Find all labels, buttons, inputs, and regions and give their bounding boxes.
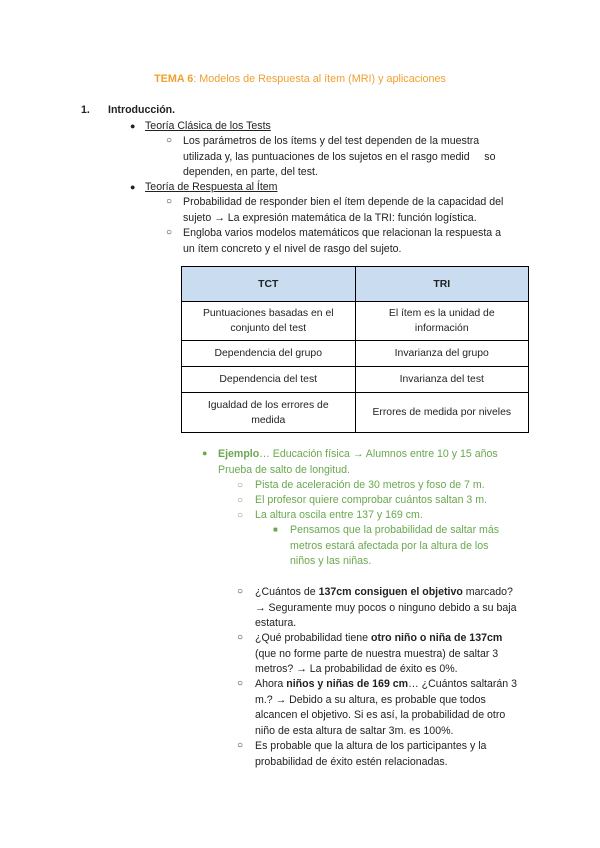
example-sub-1: Pista de aceleración de 30 metros y foso de 7 m. — [255, 479, 485, 491]
tri-paragraph-1: Probabilidad de responder bien el ítem depende de la capacidad del sujeto → La expresión matemática de la TRI: función logística. — [183, 196, 504, 224]
tri-paragraph-2: Engloba varios modelos matemáticos que relacionan la respuesta a un ítem concreto y el nivel de rasgo del sujeto. — [183, 227, 501, 255]
section-heading: Introducción. — [108, 104, 176, 116]
table-header-row — [182, 267, 529, 302]
title-topic-number: TEMA 6 — [154, 73, 194, 85]
table-row — [182, 393, 529, 433]
table-cell: Dependencia del grupo — [182, 341, 356, 367]
circle-bullet: ○ — [237, 510, 244, 521]
section-number: 1. — [81, 104, 90, 116]
question-2: ¿Qué probabilidad tiene otro niño o niña de 137cm (que no forme parte de nuestra muestra) de saltar 3 metros? → La probabilidad de éxito es 0%. — [255, 632, 503, 675]
table-row — [182, 341, 529, 367]
circle-bullet: ○ — [237, 632, 244, 643]
square-bullet: ■ — [273, 525, 278, 534]
table-row — [182, 367, 529, 393]
title-topic-name: : Modelos de Respuesta al ítem (MRI) y aplicaciones — [193, 73, 446, 85]
table-cell: Dependencia del test — [182, 367, 356, 393]
circle-bullet: ○ — [166, 135, 173, 146]
question-4: Es probable que la altura de los participantes y la probabilidad de éxito estén relacionadas. — [255, 740, 487, 768]
example-label: Ejemplo — [218, 448, 260, 460]
example-sub-3: La altura oscila entre 137 y 169 cm. — [255, 509, 423, 521]
circle-bullet: ○ — [166, 227, 173, 238]
circle-bullet: ○ — [237, 586, 244, 597]
circle-bullet: ○ — [237, 740, 244, 751]
table-row — [182, 302, 529, 341]
table-cell: El ítem es la unidad de información — [355, 302, 529, 341]
example-sub-2: El profesor quiere comprobar cuántos saltan 3 m. — [255, 494, 488, 506]
circle-bullet: ○ — [237, 480, 244, 491]
example-sub-sub: Pensamos que la probabilidad de saltar más metros estará afectada por la altura de los niños y las niñas. — [290, 524, 500, 567]
circle-bullet: ○ — [166, 196, 173, 207]
page-title — [0, 73, 600, 85]
example-paragraph: Ejemplo… Educación física → Alumnos entre 10 y 15 años Prueba de salto de longitud. — [218, 448, 498, 476]
table-cell: Igualdad de los errores de medida — [182, 393, 356, 433]
circle-bullet: ○ — [237, 495, 244, 506]
comparison-table — [181, 266, 529, 433]
bullet-dot: ● — [130, 182, 136, 192]
table-header-tri: TRI — [355, 267, 529, 302]
tct-paragraph: Los parámetros de los ítems y del test dependen de la muestra utilizada y, las puntuaciones de los sujetos en el rasgo medid so dependen, en parte, del test. — [183, 135, 496, 178]
table-cell: Invarianza del test — [355, 367, 529, 393]
table-cell: Puntuaciones basadas en el conjunto del test — [182, 302, 356, 341]
tct-heading: Teoría Clásica de los Tests — [145, 120, 271, 132]
bullet-dot: ● — [130, 121, 136, 131]
circle-bullet: ○ — [237, 678, 244, 689]
tri-heading: Teoría de Respuesta al Ítem — [145, 181, 278, 193]
table-cell: Errores de medida por niveles — [355, 393, 529, 433]
question-1: ¿Cuántos de 137cm consiguen el objetivo marcado? → Seguramente muy pocos o ninguno debido a su baja estatura. — [255, 586, 517, 629]
question-3: Ahora niños y niñas de 169 cm… ¿Cuántos saltarán 3 m.? → Debido a su altura, es probable que todos alcancen el objetivo. Si es así, la probabilidad de otro niño de esta altura de saltar 3m. es 100%. — [255, 678, 518, 737]
bullet-dot: ● — [202, 448, 208, 458]
table-header-tct: TCT — [182, 267, 356, 302]
table-cell: Invarianza del grupo — [355, 341, 529, 367]
